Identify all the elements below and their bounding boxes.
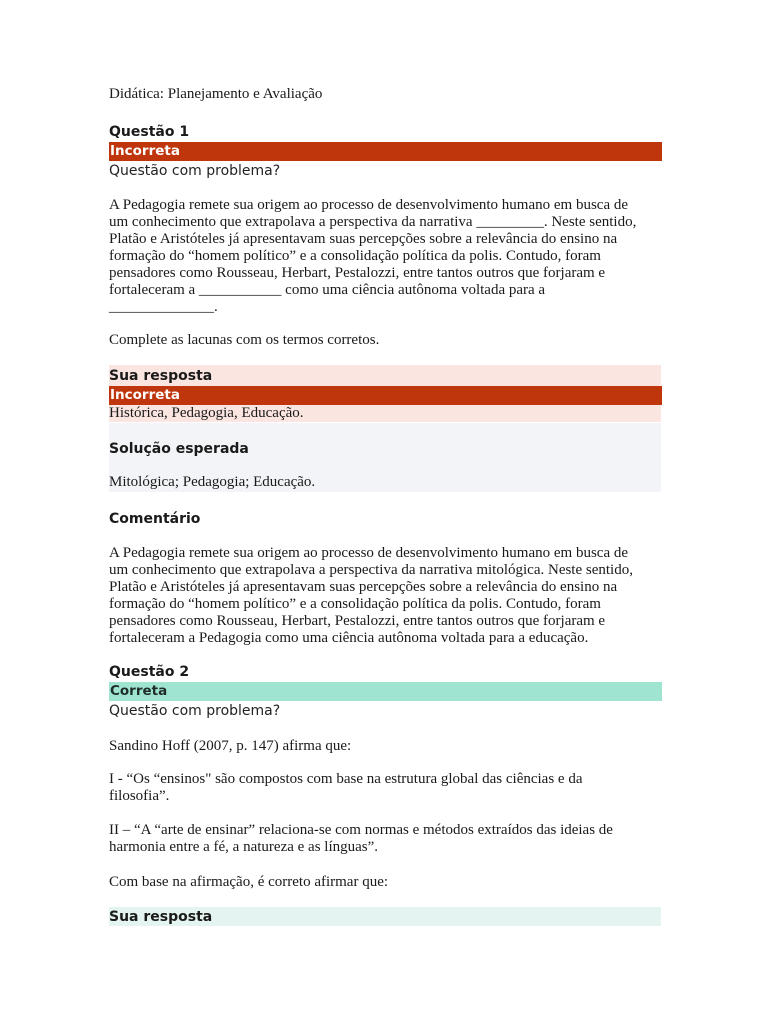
question-2-heading: Questão 2 [109, 664, 190, 680]
text-line: II – “A “arte de ensinar” relaciona-se com normas e métodos extraídos das ideias de [109, 822, 613, 838]
comment-text [109, 545, 661, 647]
answer-text: Histórica, Pedagogia, Educação. [109, 405, 304, 421]
text-line: fortaleceram a ___________ como uma ciência autônoma voltada para a [109, 282, 546, 298]
solution-label: Solução esperada [109, 441, 249, 457]
text-line: formação do “homem político” e a consolidação política da polis. Contudo, foram [109, 596, 601, 612]
question-1-heading: Questão 1 [109, 124, 190, 140]
text-line: Platão e Aristóteles já apresentavam suas percepções sobre a relevância do ensino na [109, 579, 618, 595]
answer-label: Sua resposta [109, 368, 213, 384]
question-2-intro: Sandino Hoff (2007, p. 147) afirma que: [109, 738, 352, 754]
text-line: filosofia”. [109, 788, 170, 804]
text-line: um conhecimento que extrapolava a perspectiva da narrativa mitológica. Neste sentido, [109, 562, 633, 578]
question-2-prompt: Com base na afirmação, é correto afirmar que: [109, 874, 389, 890]
text-line: um conhecimento que extrapolava a perspectiva da narrativa _________. Neste sentido, [109, 214, 637, 230]
question-1-status-badge: Incorreta [109, 142, 662, 161]
text-line: fortaleceram a Pedagogia como uma ciência autônoma voltada para a educação. [109, 630, 589, 646]
text-line: A Pedagogia remete sua origem ao processo de desenvolvimento humano em busca de [109, 545, 629, 561]
question-1-instruction: Complete as lacunas com os termos corretos. [109, 332, 380, 348]
text-line: A Pedagogia remete sua origem ao processo de desenvolvimento humano em busca de [109, 197, 629, 213]
answer-status-badge: Incorreta [109, 386, 662, 405]
question-2-report-problem-link[interactable]: Questão com problema? [109, 703, 281, 719]
text-line: I - “Os “ensinos" são compostos com base na estrutura global das ciências e da [109, 771, 583, 787]
text-line: pensadores como Rousseau, Herbart, Pestalozzi, entre tantos outros que forjaram e [109, 265, 606, 281]
question-2-status-badge: Correta [109, 682, 662, 701]
text-line: Platão e Aristóteles já apresentavam suas percepções sobre a relevância do ensino na [109, 231, 618, 247]
text-line: formação do “homem político” e a consolidação política da polis. Contudo, foram [109, 248, 601, 264]
question-1-report-problem-link[interactable]: Questão com problema? [109, 163, 281, 179]
text-line: harmonia entre a fé, a natureza e as línguas”. [109, 839, 379, 855]
question-1-text [109, 197, 661, 316]
text-line: ______________. [109, 299, 218, 315]
solution-text: Mitológica; Pedagogia; Educação. [109, 474, 316, 490]
question-2-item-1 [109, 771, 661, 805]
document-title: Didática: Planejamento e Avaliação [109, 86, 323, 102]
comment-label: Comentário [109, 511, 201, 527]
text-line: pensadores como Rousseau, Herbart, Pestalozzi, entre tantos outros que forjaram e [109, 613, 606, 629]
question-2-item-2 [109, 822, 661, 856]
answer-label: Sua resposta [109, 909, 213, 925]
